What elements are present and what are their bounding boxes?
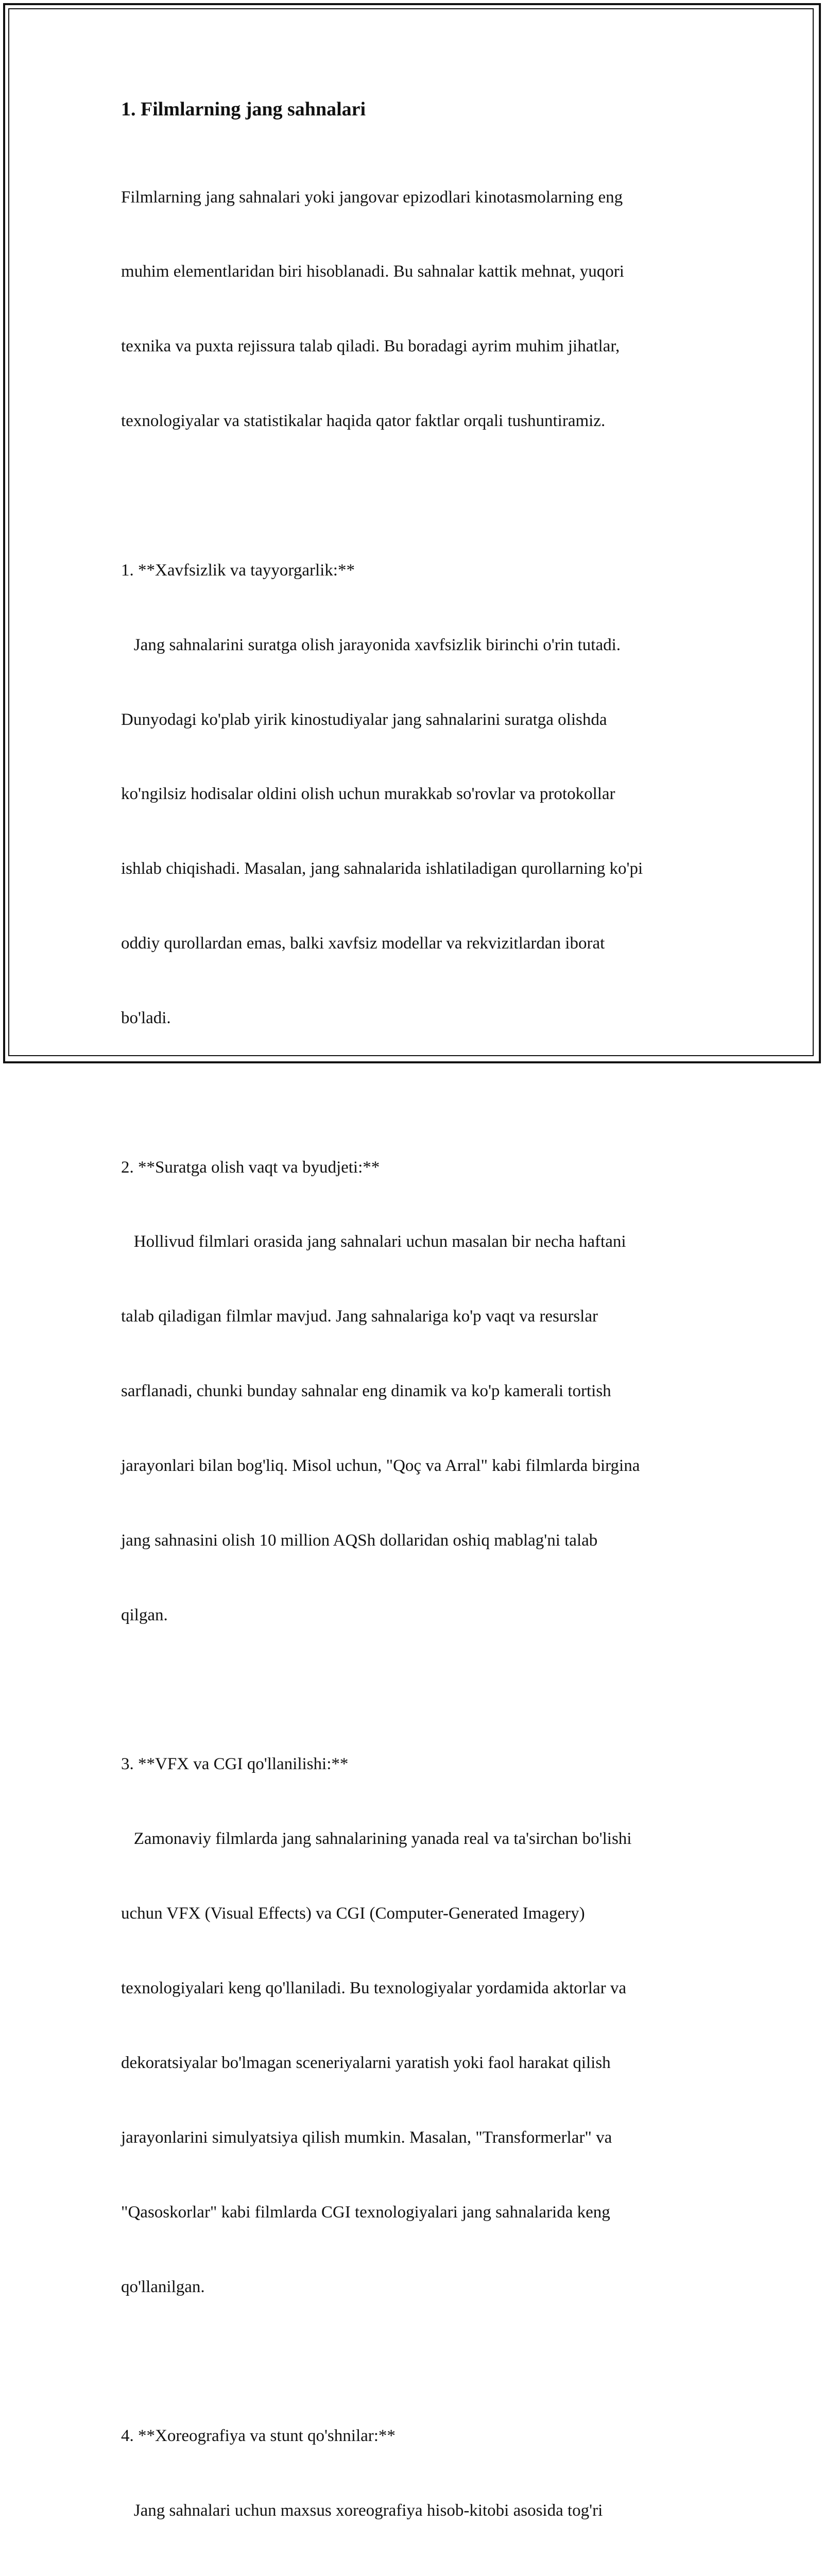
text-line: jang sahnasini olish 10 million AQSh dollaridan oshiq mablag'ni talab	[121, 1531, 598, 1550]
text-line: texnika va puxta rejissura talab qiladi. Bu boradagi ayrim muhim jihatlar,	[121, 337, 620, 356]
intro-paragraph	[121, 135, 708, 483]
text-line: jarayonlarini simulyatsiya qilish mumkin. Masalan, "Transformerlar" va	[121, 2128, 612, 2147]
text-line: Jang sahnalarini suratga olish jarayonida xavfsizlik birinchi o'rin tutadi.	[121, 635, 621, 654]
section-heading: 2. **Suratga olish vaqt va byudjeti:**	[121, 1158, 380, 1177]
section-choreography	[121, 2374, 708, 2576]
section-heading: 1. **Xavfsizlik va tayyorgarlik:**	[121, 561, 355, 580]
text-line: Jang sahnalari uchun maxsus xoreografiya hisob-kitobi asosida tog'ri	[121, 2501, 603, 2520]
text-line: texnologiyalari keng qo'llaniladi. Bu texnologiyalar yordamida aktorlar va	[121, 1979, 626, 1998]
text-line: bo'ladi.	[121, 1009, 171, 1028]
document-body	[121, 97, 708, 2576]
section-safety	[121, 508, 708, 1080]
text-line: "Qasoskorlar" kabi filmlarda CGI texnologiyalari jang sahnalarida keng	[121, 2202, 610, 2222]
text-line: dekoratsiyalar bo'lmagan sceneriyalarni yaratish yoki faol harakat qilish	[121, 2053, 611, 2072]
text-line: ishlab chiqishadi. Masalan, jang sahnalarida ishlatiladigan qurollarning ko'pi	[121, 859, 643, 878]
text-line	[121, 2573, 708, 2576]
text-line: texnologiyalar va statistikalar haqida qator faktlar orqali tushuntiramiz.	[121, 412, 606, 431]
text-line: Hollivud filmlari orasida jang sahnalari uchun masalan bir necha haftani	[121, 1232, 626, 1251]
text-line: qo'llanilgan.	[121, 2277, 205, 2296]
text-line: talab qiladigan filmlar mavjud. Jang sahnalariga ko'p vaqt va resurslar	[121, 1307, 598, 1326]
section-heading: 4. **Xoreografiya va stunt qo'shnilar:**	[121, 2427, 396, 2446]
text-line: Zamonaviy filmlarda jang sahnalarining yanada real va ta'sirchan bo'lishi	[121, 1829, 632, 1849]
page-title: 1. Filmlarning jang sahnalari	[121, 98, 366, 120]
text-line: oddiy qurollardan emas, balki xavfsiz modellar va rekvizitlardan iborat	[121, 934, 605, 953]
text-line: ko'ngilsiz hodisalar oldini olish uchun murakkab so'rovlar va protokollar	[121, 785, 615, 804]
text-line: jarayonlari bilan bog'liq. Misol uchun, "Qoç va Arral" kabi filmlarda birgina	[121, 1456, 640, 1476]
section-heading: 3. **VFX va CGI qo'llanilishi:**	[121, 1755, 349, 1774]
section-vfx-cgi	[121, 1702, 708, 2349]
text-line: qilgan.	[121, 1605, 168, 1624]
text-line: sarflanadi, chunki bunday sahnalar eng dinamik va ko'p kamerali tortish	[121, 1382, 611, 1401]
text-line: Dunyodagi ko'plab yirik kinostudiyalar jang sahnalarini suratga olishda	[121, 710, 607, 729]
text-line: Filmlarning jang sahnalari yoki jangovar epizodlari kinotasmolarning eng	[121, 188, 623, 207]
text-line: muhim elementlaridan biri hisoblanadi. Bu sahnalar kattik mehnat, yuqori	[121, 262, 624, 281]
text-line: uchun VFX (Visual Effects) va CGI (Computer-Generated Imagery)	[121, 1904, 585, 1923]
section-time-budget	[121, 1105, 708, 1677]
